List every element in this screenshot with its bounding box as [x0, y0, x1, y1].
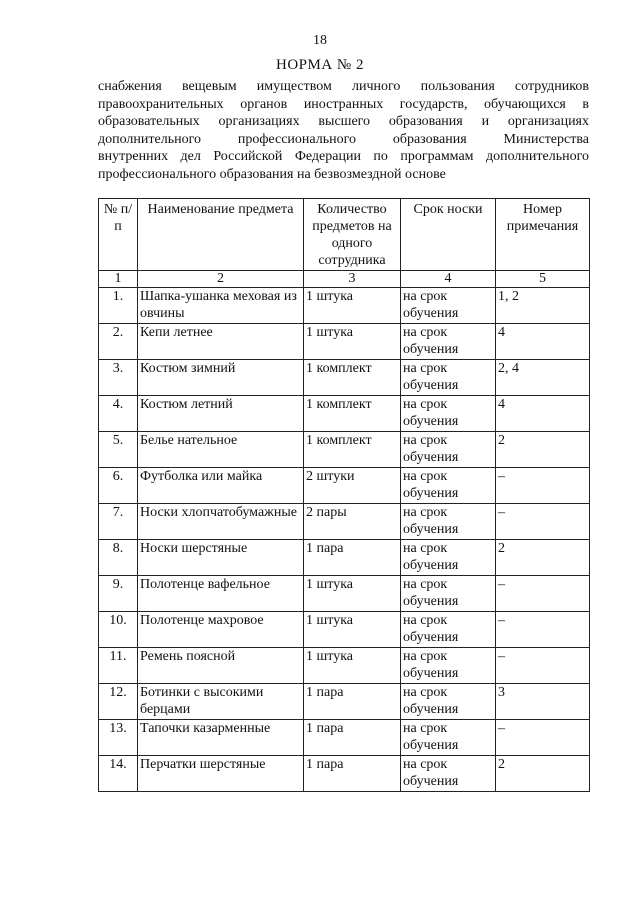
table-row — [99, 324, 590, 360]
row-number: 4. — [99, 396, 138, 432]
item-quantity: 1 пара — [304, 540, 401, 576]
table-row — [99, 612, 590, 648]
item-quantity: 1 штука — [304, 288, 401, 324]
item-note-number: 2 — [496, 432, 590, 468]
row-number: 3. — [99, 360, 138, 396]
intro-line: внутренних дел Российской Федерации по программам дополнительного — [98, 149, 589, 164]
item-wear-term: на срок обучения — [401, 288, 496, 324]
item-wear-term: на срок обучения — [401, 684, 496, 720]
row-number: 2. — [99, 324, 138, 360]
row-number: 10. — [99, 612, 138, 648]
item-wear-term: на срок обучения — [401, 720, 496, 756]
item-quantity: 1 пара — [304, 756, 401, 792]
table-row — [99, 288, 590, 324]
norm-table — [98, 198, 590, 792]
column-number: 1 — [99, 271, 138, 288]
item-wear-term: на срок обучения — [401, 756, 496, 792]
header-quantity: Количество предметов на одного сотрудника — [304, 199, 401, 271]
item-quantity: 1 комплект — [304, 432, 401, 468]
item-quantity: 1 штука — [304, 324, 401, 360]
item-note-number: 2, 4 — [496, 360, 590, 396]
row-number: 6. — [99, 468, 138, 504]
item-note-number: – — [496, 576, 590, 612]
item-name: Ботинки с высокими берцами — [138, 684, 304, 720]
item-name: Полотенце махровое — [138, 612, 304, 648]
item-name: Полотенце вафельное — [138, 576, 304, 612]
item-quantity: 1 комплект — [304, 396, 401, 432]
row-number: 1. — [99, 288, 138, 324]
column-number: 4 — [401, 271, 496, 288]
item-wear-term: на срок обучения — [401, 396, 496, 432]
item-name: Кепи летнее — [138, 324, 304, 360]
row-number: 9. — [99, 576, 138, 612]
row-number: 12. — [99, 684, 138, 720]
item-name: Перчатки шерстяные — [138, 756, 304, 792]
header-item-name: Наименование предмета — [138, 199, 304, 271]
item-quantity: 1 пара — [304, 720, 401, 756]
item-wear-term: на срок обучения — [401, 540, 496, 576]
row-number: 11. — [99, 648, 138, 684]
intro-line: дополнительного профессионального образования Министерства — [98, 131, 589, 147]
item-name: Ремень поясной — [138, 648, 304, 684]
intro-line: снабжения вещевым имуществом личного пользования сотрудников — [98, 79, 589, 94]
item-quantity: 2 пары — [304, 504, 401, 540]
item-note-number: 2 — [496, 756, 590, 792]
header-number: № п/п — [99, 199, 138, 271]
column-numbers-row — [99, 271, 590, 288]
item-name: Белье нательное — [138, 432, 304, 468]
column-number: 3 — [304, 271, 401, 288]
table-row — [99, 432, 590, 468]
table-row — [99, 396, 590, 432]
item-note-number: – — [496, 612, 590, 648]
item-name: Футболка или майка — [138, 468, 304, 504]
item-wear-term: на срок обучения — [401, 324, 496, 360]
table-row — [99, 468, 590, 504]
item-wear-term: на срок обучения — [401, 504, 496, 540]
document-intro — [98, 78, 589, 183]
item-name: Костюм зимний — [138, 360, 304, 396]
item-quantity: 1 пара — [304, 684, 401, 720]
row-number: 13. — [99, 720, 138, 756]
item-note-number: – — [496, 468, 590, 504]
row-number: 5. — [99, 432, 138, 468]
table-row — [99, 756, 590, 792]
table-row — [99, 504, 590, 540]
item-wear-term: на срок обучения — [401, 648, 496, 684]
intro-line: профессионального образования на безвозмездной основе — [98, 166, 446, 182]
row-number: 8. — [99, 540, 138, 576]
row-number: 14. — [99, 756, 138, 792]
item-wear-term: на срок обучения — [401, 576, 496, 612]
item-quantity: 1 штука — [304, 648, 401, 684]
table-header-row — [99, 199, 590, 271]
item-note-number: 3 — [496, 684, 590, 720]
row-number: 7. — [99, 504, 138, 540]
intro-line: правоохранительных органов иностранных государств, обучающихся в — [98, 96, 589, 112]
item-wear-term: на срок обучения — [401, 360, 496, 396]
item-wear-term: на срок обучения — [401, 468, 496, 504]
item-name: Шапка-ушанка меховая из овчины — [138, 288, 304, 324]
item-note-number: 1, 2 — [496, 288, 590, 324]
header-wear-term: Срок носки — [401, 199, 496, 271]
header-note-number: Номер примечания — [496, 199, 590, 271]
item-name: Костюм летний — [138, 396, 304, 432]
column-number: 2 — [138, 271, 304, 288]
item-note-number: 2 — [496, 540, 590, 576]
item-wear-term: на срок обучения — [401, 612, 496, 648]
item-note-number: 4 — [496, 396, 590, 432]
item-name: Тапочки казарменные — [138, 720, 304, 756]
table-row — [99, 720, 590, 756]
table-body — [99, 288, 590, 792]
item-name: Носки шерстяные — [138, 540, 304, 576]
item-note-number: – — [496, 720, 590, 756]
item-note-number: 4 — [496, 324, 590, 360]
table-row — [99, 540, 590, 576]
item-quantity: 2 штуки — [304, 468, 401, 504]
table-row — [99, 684, 590, 720]
item-name: Носки хлопчатобумажные — [138, 504, 304, 540]
page-number: 18 — [313, 33, 327, 48]
item-note-number: – — [496, 648, 590, 684]
item-wear-term: на срок обучения — [401, 432, 496, 468]
table-row — [99, 648, 590, 684]
item-note-number: – — [496, 504, 590, 540]
item-quantity: 1 штука — [304, 612, 401, 648]
item-quantity: 1 комплект — [304, 360, 401, 396]
table-row — [99, 360, 590, 396]
table-row — [99, 576, 590, 612]
intro-line: образовательных организациях высшего образования и организациях — [98, 114, 589, 129]
item-quantity: 1 штука — [304, 576, 401, 612]
document-title: НОРМА № 2 — [276, 57, 364, 73]
column-number: 5 — [496, 271, 590, 288]
